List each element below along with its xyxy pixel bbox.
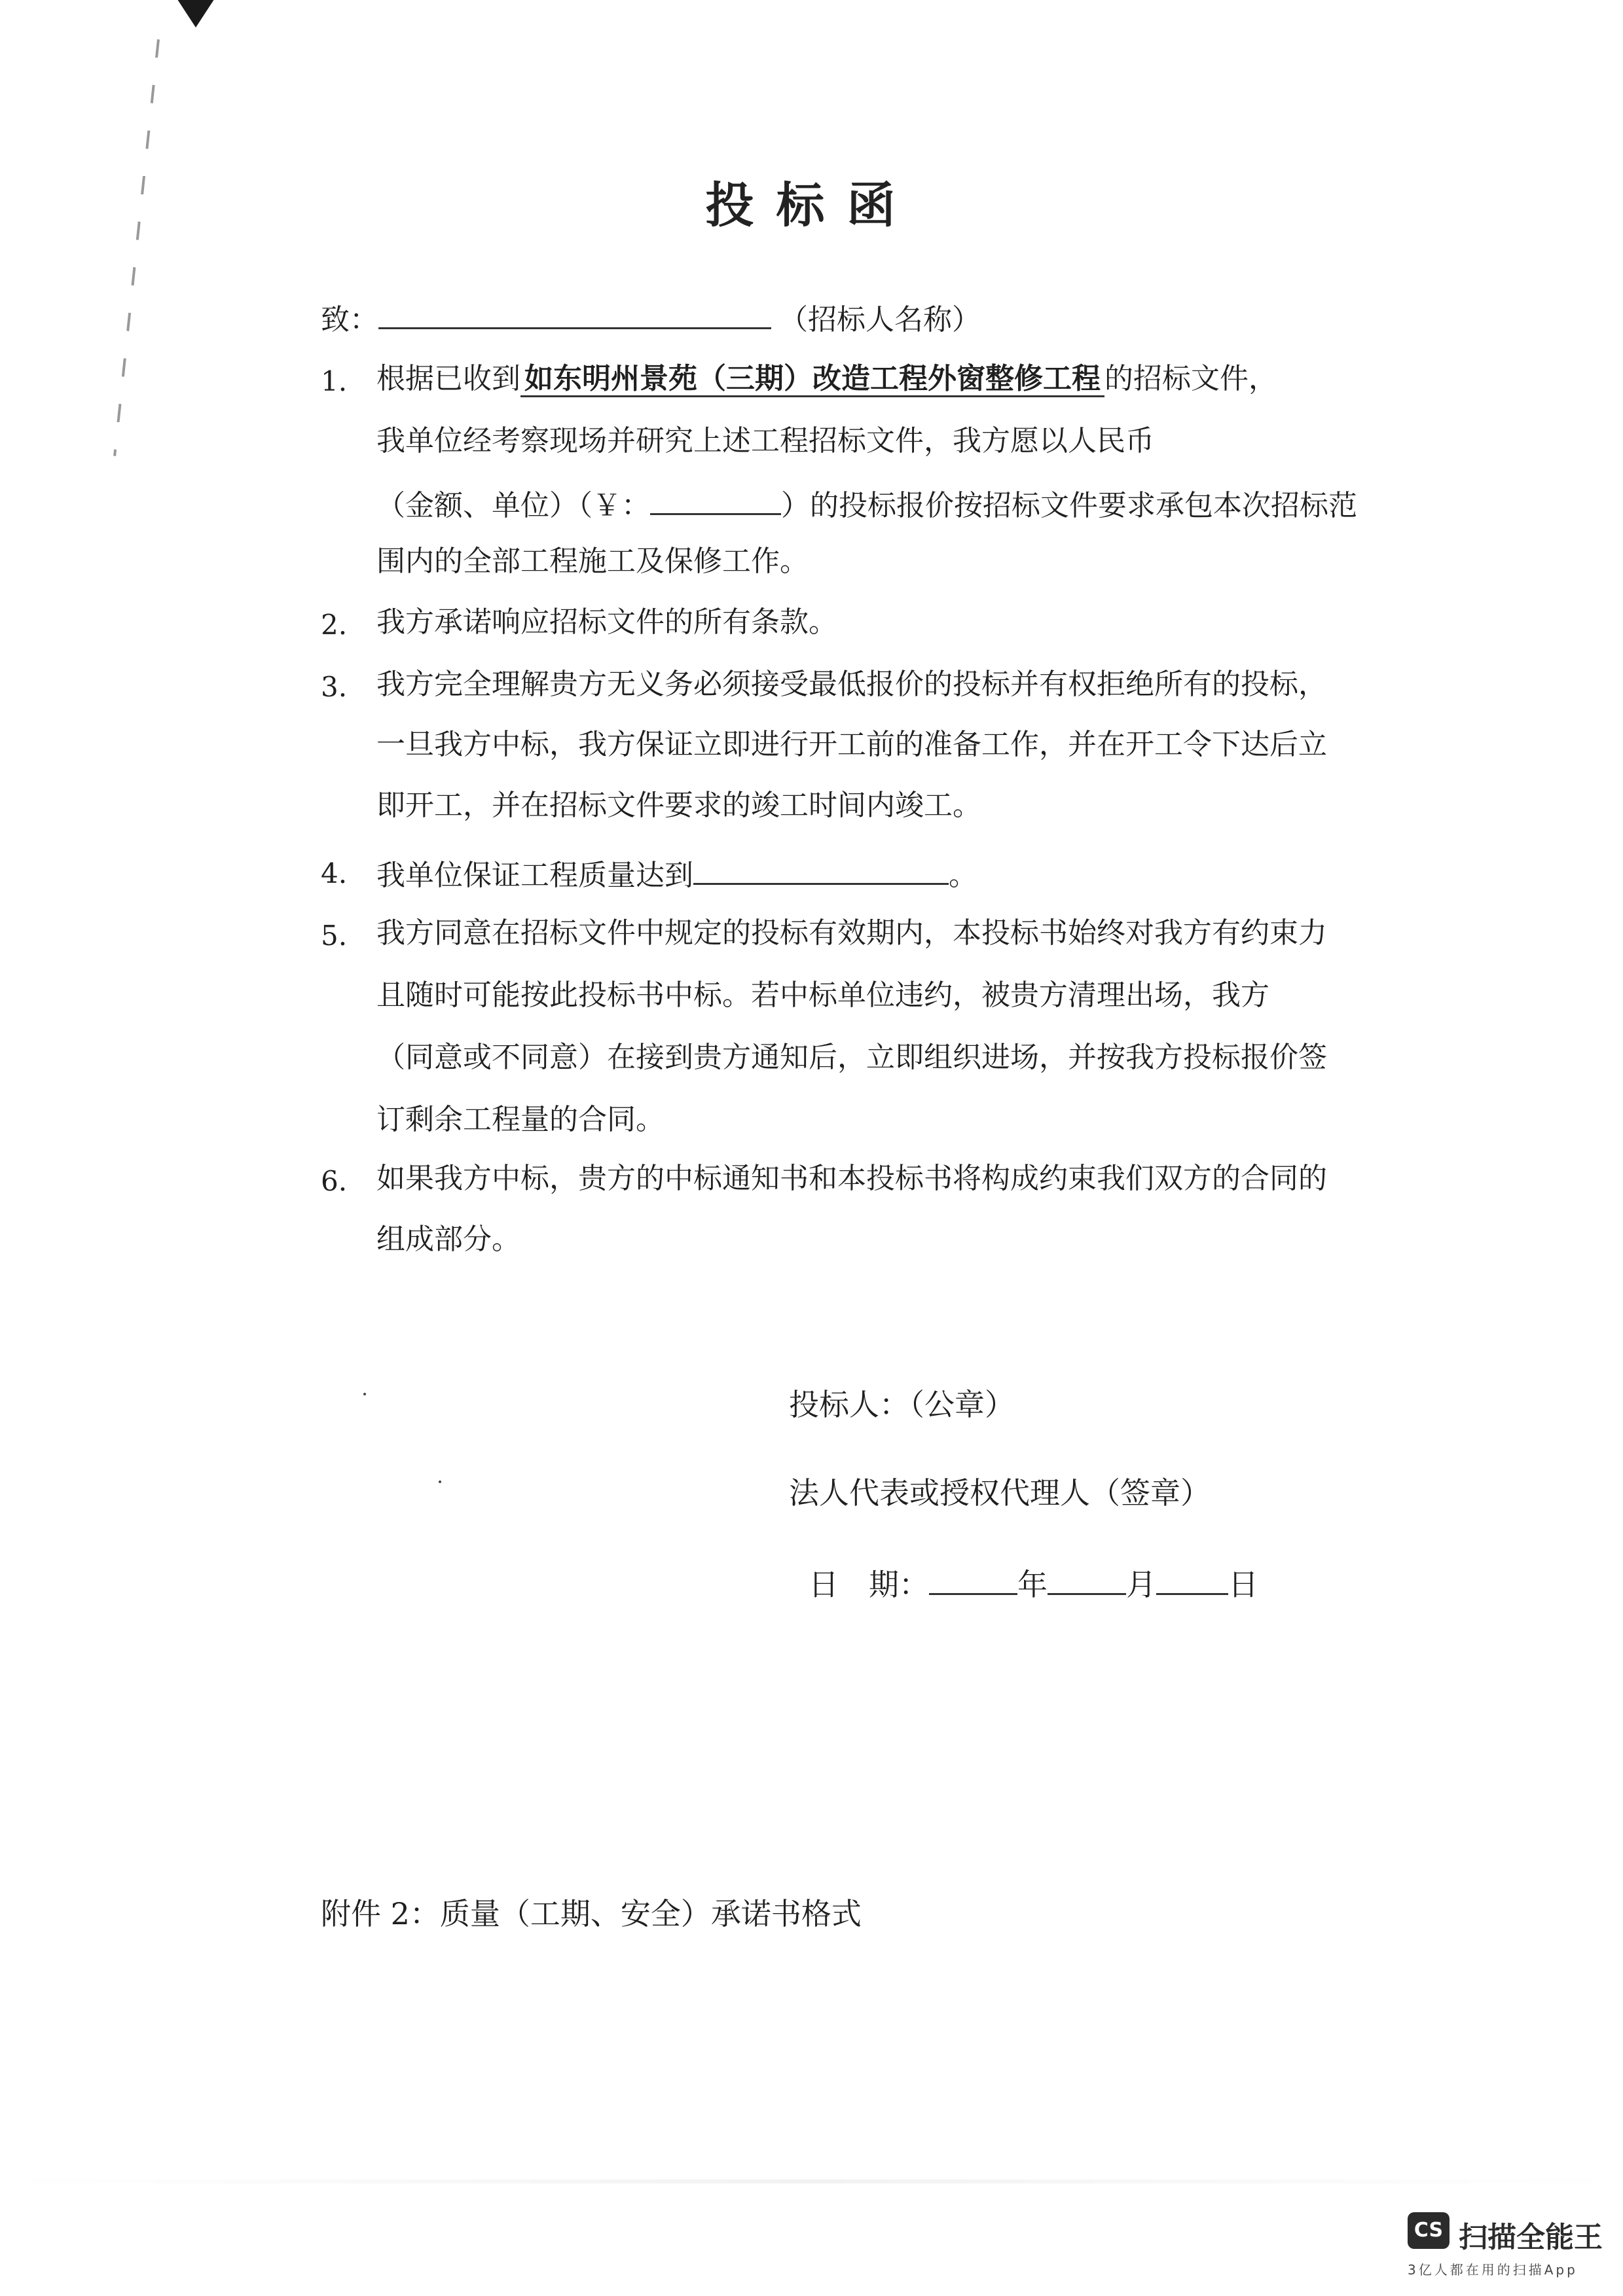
scan-corner-blot (173, 0, 218, 27)
item-1-line-4: 围内的全部工程施工及保修工作。 (376, 545, 809, 578)
year-blank[interactable] (929, 1563, 1017, 1595)
item-text: ）的投标报价按招标文件要求承包本次招标范 (781, 489, 1357, 522)
project-name: 如东明州景苑（三期）改造工程外窗整修工程 (520, 362, 1104, 397)
item-text: 根据已收到 (376, 362, 520, 395)
addressee-note: （招标人名称） (779, 303, 981, 336)
addressee-blank[interactable] (378, 298, 771, 329)
item-number: 1. (321, 365, 348, 397)
item-3-line-3: 即开工，并在招标文件要求的竣工时间内竣工。 (376, 789, 981, 822)
addressee-prefix: 致： (321, 303, 378, 336)
item-number: 6. (321, 1165, 348, 1197)
item-number: 3. (321, 671, 348, 703)
item-number: 5. (321, 920, 348, 952)
bidder-seal-label: 投标人：（公章） (789, 1387, 1015, 1422)
day-blank[interactable] (1156, 1563, 1228, 1595)
item-4-line-1 (376, 854, 977, 893)
date-line (809, 1561, 1258, 1604)
year-label: 年 (1017, 1567, 1048, 1602)
addressee-line (321, 298, 981, 338)
quality-blank[interactable] (693, 854, 949, 885)
month-blank[interactable] (1048, 1563, 1126, 1595)
day-label: 日 (1228, 1567, 1258, 1602)
camscanner-logo-icon: CS (1408, 2212, 1450, 2249)
item-5-line-2: 且随时可能按此投标书中标。若中标单位违约，被贵方清理出场，我方 (376, 978, 1269, 1012)
scan-speck (363, 1393, 366, 1395)
amount-blank[interactable] (650, 484, 781, 515)
watermark-tagline: 3亿人都在用的扫描App (1408, 2262, 1578, 2278)
scan-speck (439, 1480, 441, 1483)
item-6-line-2: 组成部分。 (376, 1223, 520, 1256)
item-3-line-2: 一旦我方中标，我方保证立即进行开工前的准备工作，并在开工令下达后立 (376, 728, 1327, 761)
scan-shading (0, 2179, 1623, 2183)
item-6-line-1: 如果我方中标，贵方的中标通知书和本投标书将构成约束我们双方的合同的 (376, 1162, 1327, 1195)
item-text: 的招标文件， (1104, 362, 1277, 395)
item-3-line-1: 我方完全理解贵方无义务必须接受最低报价的投标并有权拒绝所有的投标， (376, 668, 1327, 701)
item-5-line-4: 订剩余工程量的合同。 (376, 1103, 665, 1136)
representative-label: 法人代表或授权代理人（签章） (789, 1475, 1211, 1511)
item-number: 2. (321, 609, 348, 641)
document-title: 投标函 (705, 177, 918, 234)
scan-edge-line (113, 39, 160, 456)
item-1-line-3 (376, 484, 1357, 524)
item-1-line-1 (376, 362, 1277, 397)
appendix-heading: 附件 2：质量（工期、安全）承诺书格式 (321, 1896, 862, 1931)
item-text: （金额、单位）（￥： (376, 489, 650, 522)
month-label: 月 (1126, 1567, 1156, 1602)
item-5-line-3: （同意或不同意）在接到贵方通知后，立即组织进场，并按我方投标报价签 (376, 1041, 1327, 1074)
watermark-name: 扫描全能王 (1459, 2221, 1603, 2254)
item-number: 4. (321, 857, 348, 889)
item-text: 我单位保证工程质量达到 (376, 859, 693, 892)
date-label: 日 期： (809, 1567, 929, 1602)
item-2-line-1: 我方承诺响应招标文件的所有条款。 (376, 605, 837, 639)
item-5-line-1: 我方同意在招标文件中规定的投标有效期内，本投标书始终对我方有约束力 (376, 916, 1327, 950)
item-text: 。 (949, 859, 977, 892)
item-1-line-2: 我单位经考察现场并研究上述工程招标文件，我方愿以人民币 (376, 424, 1154, 457)
